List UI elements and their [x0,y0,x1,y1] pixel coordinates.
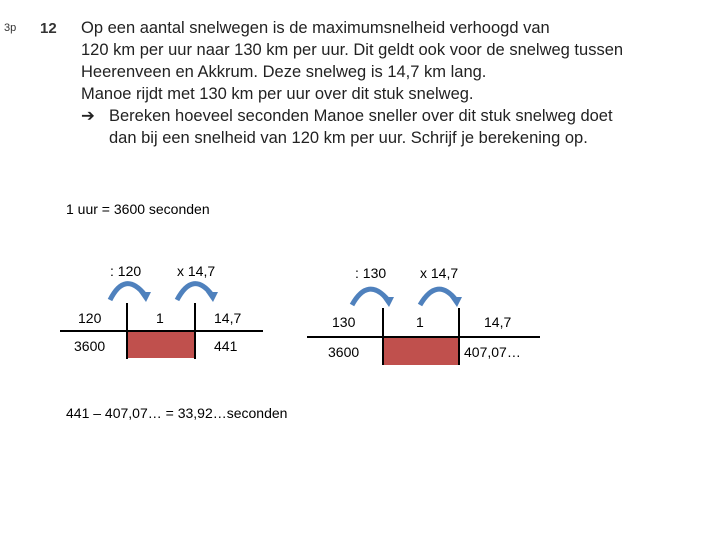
table-divider [194,303,196,359]
points-label: 3p [4,22,17,34]
table-divider [126,303,128,359]
unknown-cell [128,331,195,358]
curved-arrow-icon [110,284,145,300]
op-divide: : 120 [110,263,142,279]
task-line: dan bij een snelheid van 120 km per uur. Schrijf je berekening op. [109,129,588,147]
cell: 14,7 [214,310,242,326]
question-line: Heerenveen en Akkrum. Deze snelweg is 14,7 km lang. [81,63,487,81]
table-divider [458,308,460,365]
curved-arrow-icon [177,284,212,300]
question-number: 12 [40,20,57,37]
cell: 1 [416,314,424,330]
cell: 130 [332,314,356,330]
op-divide: : 130 [355,265,387,281]
cell: 14,7 [484,314,512,330]
cell: 407,07… [464,344,521,360]
unknown-cell [384,337,459,365]
conversion-note: 1 uur = 3600 seconden [66,201,210,217]
question-line: Manoe rijdt met 130 km per uur over dit stuk snelweg. [81,85,474,103]
cell: 3600 [74,338,106,354]
question-line: Op een aantal snelwegen is de maximumsnelheid verhoogd van [81,19,550,37]
table-divider [307,336,540,338]
arrow-icon: ➔ [81,107,95,125]
answer-calculation: 441 – 407,07… = 33,92…seconden [66,405,288,421]
cell: 3600 [328,344,360,360]
cell: 1 [156,310,164,326]
op-multiply: x 14,7 [177,263,216,279]
table-divider [60,330,263,332]
table-divider [382,308,384,365]
task-line: Bereken hoeveel seconden Manoe sneller over dit stuk snelweg doet [109,107,613,125]
cell: 441 [214,338,238,354]
question-line: 120 km per uur naar 130 km per uur. Dit geldt ook voor de snelweg tussen [81,41,624,59]
op-multiply: x 14,7 [420,265,459,281]
cell: 120 [78,310,102,326]
